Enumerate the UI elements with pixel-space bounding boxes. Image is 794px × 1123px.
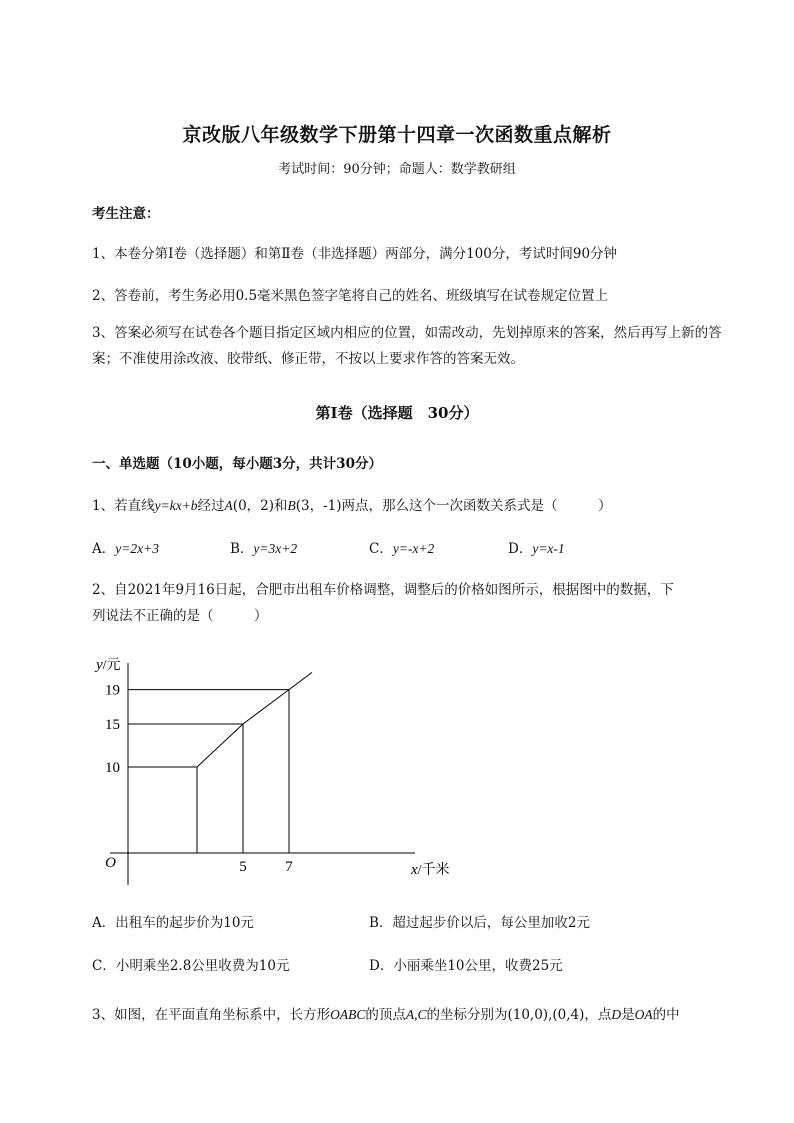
x-axis-label: x/千米	[411, 862, 450, 878]
page-title: 京改版八年级数学下册第十四章一次函数重点解析	[182, 124, 612, 146]
q1-option-a[interactable]: A．y=2x+3	[92, 541, 159, 557]
origin-label: O	[105, 855, 116, 871]
q2-option-c[interactable]: C．小明乘坐2.8公里收费为10元	[92, 958, 290, 974]
q2-option-a[interactable]: A．出租车的起步价为10元	[92, 915, 254, 931]
question-1: 1、若直线y=kx+b经过A(0，2)和B(3，-1)两点，那么这个一次函数关系式是（ ）	[92, 498, 612, 514]
notice-item-2: 2、答卷前，考生务必用0.5毫米黑色签字笔将自己的姓名、班级填写在试卷规定位置上	[92, 288, 609, 304]
x-tick-label: 7	[285, 859, 293, 875]
y-tick-label: 19	[105, 682, 120, 699]
section-title: 第I卷（选择题 30分）	[315, 404, 479, 422]
price-line	[128, 672, 312, 767]
point-a: A	[224, 498, 233, 513]
question-3: 3、如图，在平面直角坐标系中，长方形OABC的顶点A,C的坐标分别为(10,0),(0,4)，点D是OA的中	[92, 1007, 680, 1023]
y-axis-label: y/元	[96, 657, 121, 673]
q1-option-c[interactable]: C．y=-x+2	[369, 541, 435, 557]
notice-heading: 考生注意：	[92, 206, 160, 222]
question-2-line-2: 列说法不正确的是（ ）	[92, 608, 268, 624]
equation: y=kx+b	[154, 498, 198, 513]
q1-option-b[interactable]: B．y=3x+2	[230, 541, 298, 557]
q1-option-d[interactable]: D．y=x-1	[508, 541, 565, 557]
q2-option-d[interactable]: D．小丽乘坐10公里，收费25元	[369, 958, 563, 974]
question-2-line-1: 2、自2021年9月16日起，合肥市出租车价格调整，调整后的价格如图所示，根据图中的数据，下	[92, 582, 674, 598]
point-b: B	[287, 498, 296, 513]
y-tick-label: 10	[105, 760, 120, 776]
exam-info: 考试时间：90分钟；命题人：数学教研组	[278, 162, 516, 177]
part-title: 一、单选题（10小题，每小题3分，共计30分）	[92, 456, 382, 472]
y-tick-label: 15	[105, 717, 120, 733]
notice-item-3: 3、答案必须写在试卷各个题目指定区域内相应的位置，如需改动，先划掉原来的答案，然后再写上新的答案；不准使用涂改液、胶带纸、修正带，不按以上要求作答的答案无效。	[92, 325, 722, 367]
notice-item-1: 1、本卷分第I卷（选择题）和第Ⅱ卷（非选择题）两部分，满分100分，考试时间90分钟	[92, 246, 618, 262]
x-tick-label: 5	[239, 859, 247, 875]
taxi-price-chart	[80, 645, 480, 885]
q2-option-b[interactable]: B．超过起步价以后，每公里加收2元	[369, 915, 591, 931]
